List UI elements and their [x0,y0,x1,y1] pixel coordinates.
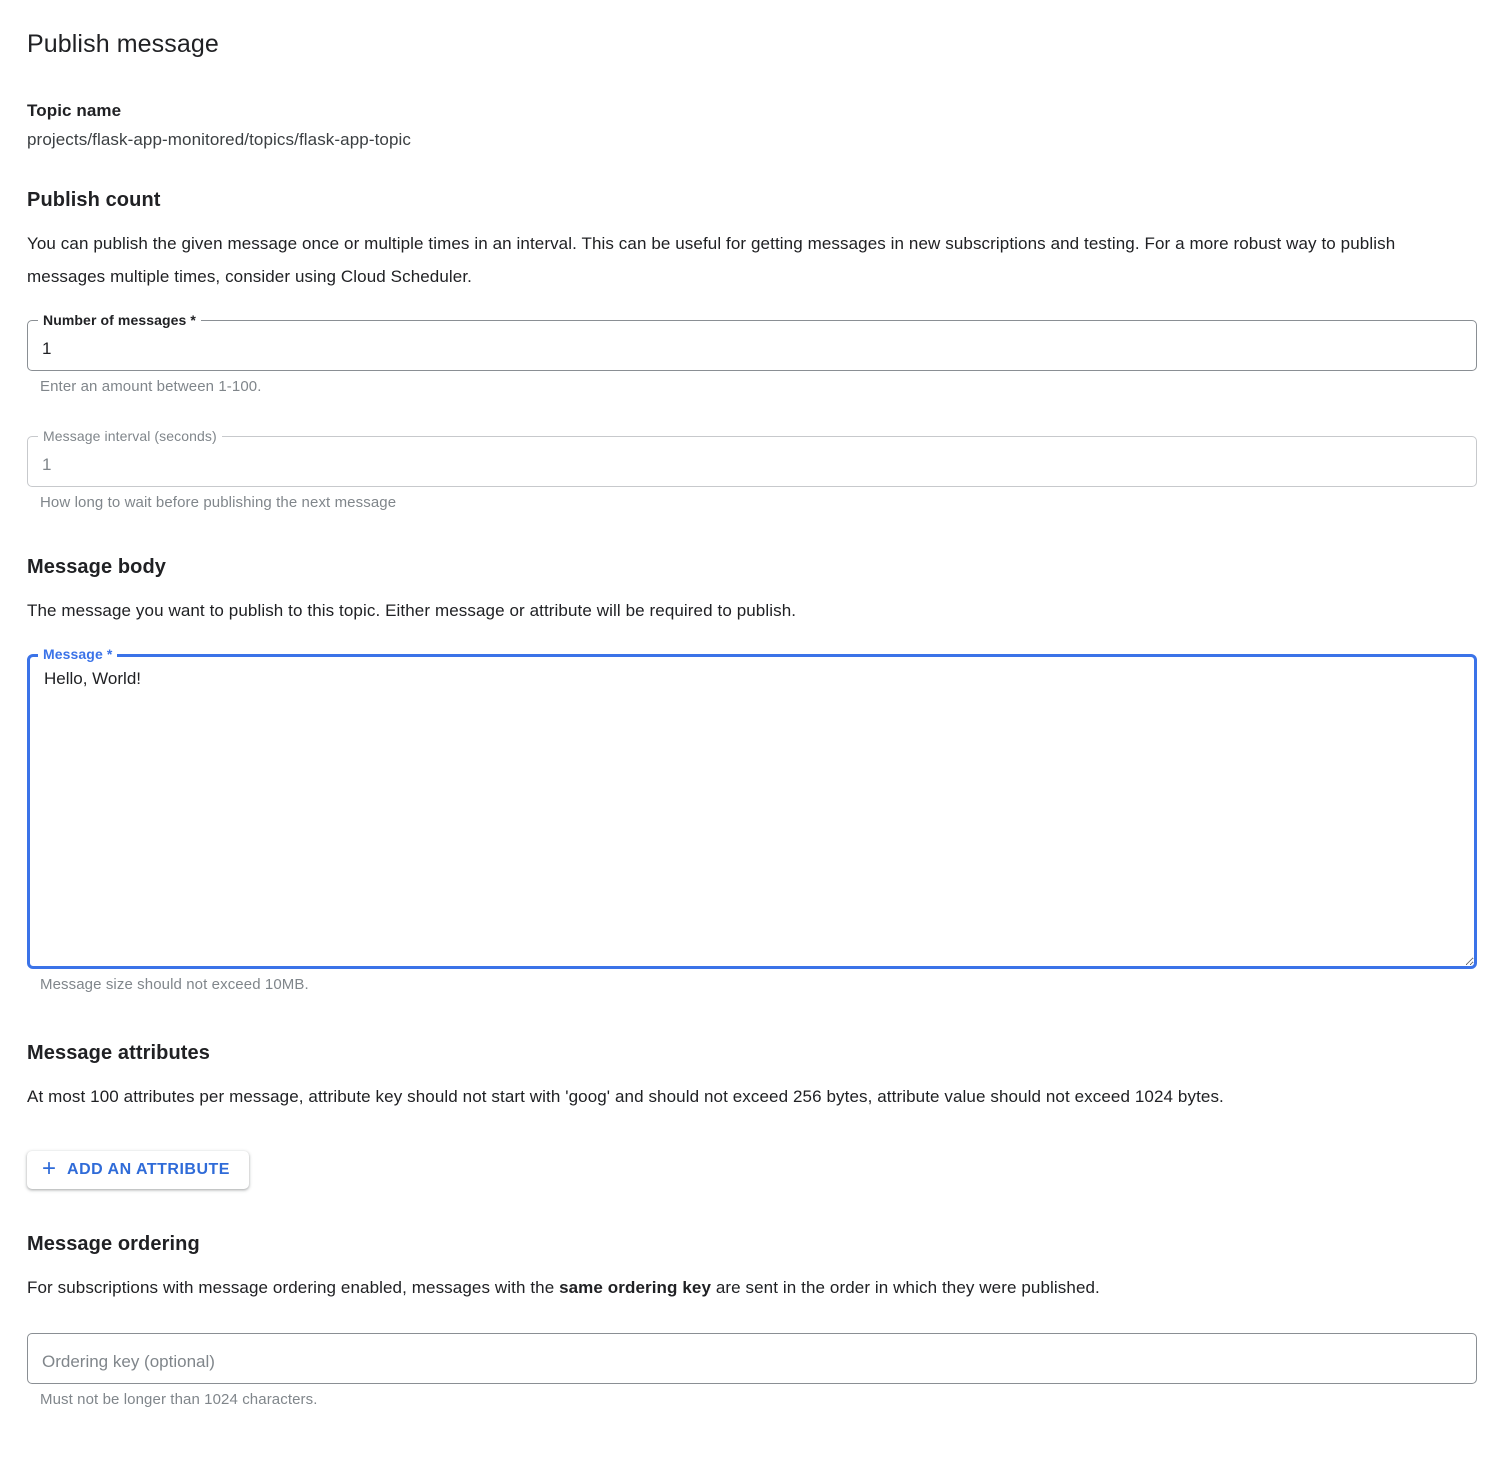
message-body-description: The message you want to publish to this topic. Either message or attribute will be required to publish. [27,601,797,620]
publish-count-heading: Publish count [27,189,161,211]
ordering-description-bold: same ordering key [559,1278,712,1297]
number-of-messages-label: Number of messages * [38,311,201,329]
message-body-heading: Message body [27,556,167,578]
topic-name-value: projects/flask-app-monitored/topics/flask-app-topic [27,130,411,149]
message-interval-label: Message interval (seconds) [38,427,222,445]
message-interval-helper: How long to wait before publishing the next message [40,494,397,511]
message-helper: Message size should not exceed 10MB. [40,976,309,993]
message-ordering-heading: Message ordering [27,1233,200,1255]
ordering-description-suffix: are sent in the order in which they were published. [711,1278,1100,1297]
ordering-key-input[interactable] [27,1333,1477,1384]
number-of-messages-helper: Enter an amount between 1-100. [40,378,262,395]
message-interval-input [27,436,1477,487]
add-attribute-button[interactable] [27,1151,249,1189]
message-textarea[interactable] [27,654,1477,969]
message-field [27,646,1477,969]
number-of-messages-field [27,312,1477,371]
page-title: Publish message [27,30,219,58]
ordering-key-field [27,1333,1477,1384]
add-attribute-button-label: ADD AN ATTRIBUTE [67,1161,230,1178]
plus-icon: + [42,1155,57,1182]
ordering-description-prefix: For subscriptions with message ordering enabled, messages with the [27,1278,560,1297]
message-label: Message * [38,645,117,663]
message-attributes-heading: Message attributes [27,1042,210,1064]
ordering-key-helper: Must not be longer than 1024 characters. [40,1391,318,1408]
topic-name-label: Topic name [27,101,122,120]
publish-count-description: You can publish the given message once or multiple times in an interval. This can be useful for getting messages in new subscriptions and testing. For a more robust way to publish messages multiple times, consider using Cloud Scheduler. [27,234,1396,286]
message-interval-field [27,428,1477,487]
number-of-messages-input[interactable] [27,320,1477,371]
message-ordering-description [27,1271,1477,1304]
message-attributes-description: At most 100 attributes per message, attribute key should not start with 'goog' and should not exceed 256 bytes, attribute value should not exceed 1024 bytes. [27,1087,1224,1106]
